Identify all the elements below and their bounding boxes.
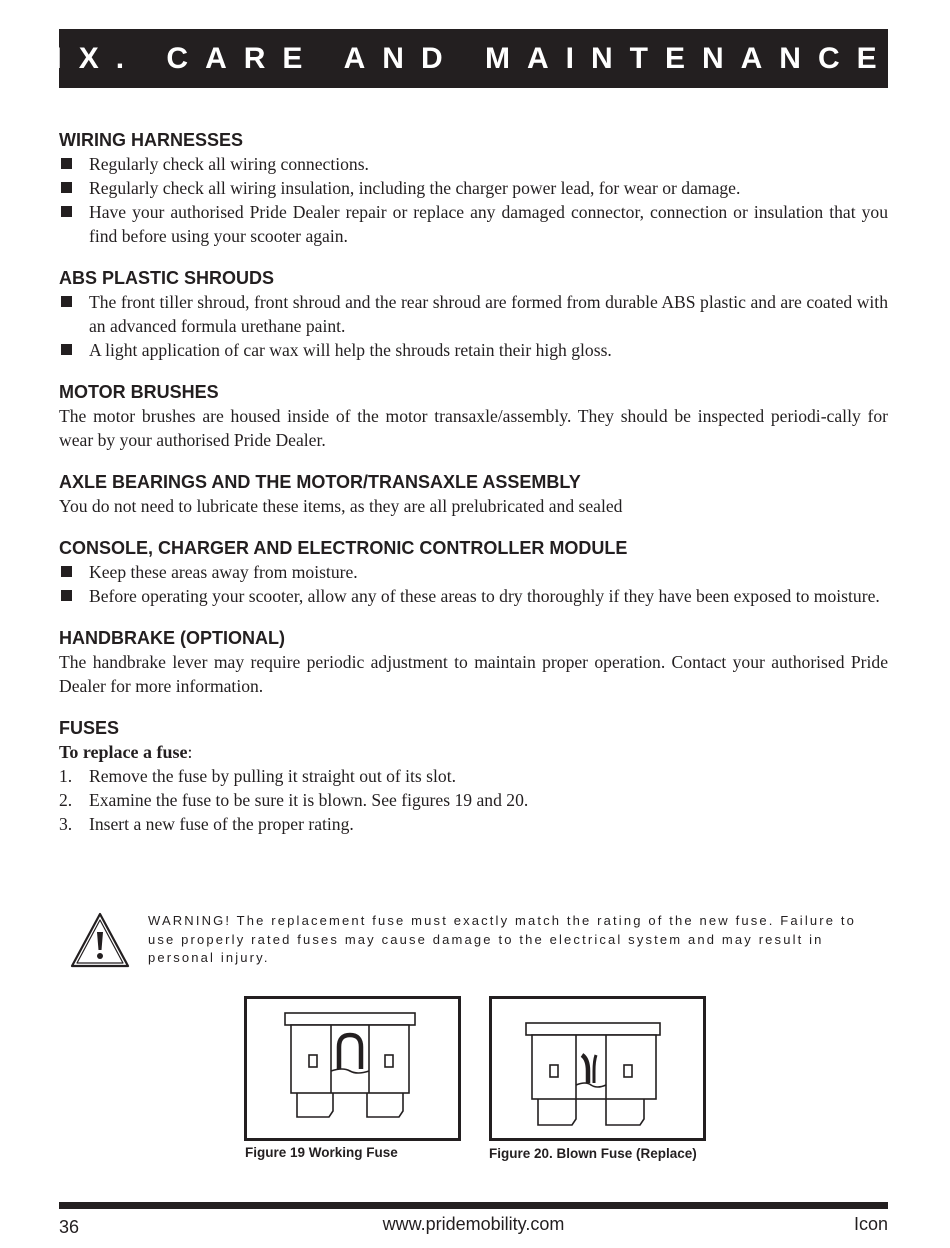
- fuse-subheading: To replace a fuse: [59, 742, 188, 762]
- section-abs-plastic-shrouds: [59, 266, 888, 362]
- section-body: The handbrake lever may require periodic adjustment to maintain proper operation. Contact your authorised Pride Dealer for more information.: [59, 652, 888, 696]
- list-item: [59, 560, 888, 584]
- section-body: The motor brushes are housed inside of the motor transaxle/assembly. They should be inspected periodi-cally for wear by your authorised Pride Dealer.: [59, 406, 888, 450]
- footer-url: www.pridemobility.com: [382, 1214, 565, 1234]
- page-number: 36: [59, 1217, 80, 1237]
- bullet-text: Have your authorised Pride Dealer repair or replace any damaged connector, connection or insulation that you find before using your scooter again.: [89, 202, 888, 246]
- list-item: [59, 290, 888, 338]
- section-heading: AXLE BEARINGS AND THE MOTOR/TRANSAXLE ASSEMBLY: [59, 472, 581, 492]
- bullet-square-icon: [61, 590, 72, 601]
- fuse-subheading-line: [59, 740, 888, 764]
- list-item: [59, 812, 888, 836]
- bullet-text: A light application of car wax will help the shrouds retain their high gloss.: [89, 340, 612, 360]
- list-item: [59, 584, 888, 608]
- section-motor-brushes: [59, 380, 888, 452]
- blown-fuse-illustration: [492, 999, 703, 1138]
- list-item: [59, 152, 888, 176]
- section-body: You do not need to lubricate these items, as they are all prelubricated and sealed: [59, 496, 623, 516]
- bullet-square-icon: [61, 344, 72, 355]
- section-heading: WIRING HARNESSES: [59, 130, 244, 150]
- step-text: Examine the fuse to be sure it is blown. See figures 19 and 20.: [89, 790, 529, 810]
- section-heading: HANDBRAKE (OPTIONAL): [59, 628, 285, 648]
- footer-divider: [59, 1202, 888, 1209]
- list-item: [59, 788, 888, 812]
- list-item: [59, 338, 888, 362]
- bullet-text: The front tiller shroud, front shroud and the rear shroud are formed from durable ABS plastic and are coated with an advanced formula urethane paint.: [89, 292, 888, 336]
- footer-model-name: Icon: [853, 1214, 888, 1234]
- figure-frame: [244, 996, 461, 1141]
- bullet-text: Keep these areas away from moisture.: [89, 562, 358, 582]
- figure-caption: Figure 20. Blown Fuse (Replace): [489, 1146, 697, 1161]
- bullet-text: Before operating your scooter, allow any of these areas to dry thoroughly if they have been exposed to moisture.: [89, 586, 880, 606]
- bullet-square-icon: [61, 296, 72, 307]
- bullet-square-icon: [61, 206, 72, 217]
- section-axle-bearings: [59, 470, 888, 518]
- warning-triangle-icon: [70, 912, 130, 968]
- figure-frame: [489, 996, 706, 1141]
- step-text: Remove the fuse by pulling it straight out of its slot.: [89, 766, 456, 786]
- bullet-square-icon: [61, 182, 72, 193]
- step-number: 2.: [59, 790, 73, 810]
- chapter-banner: [53, 29, 894, 88]
- page-footer: [59, 1214, 888, 1238]
- chapter-title: IX. CARE AND MAINTENANCE: [53, 41, 894, 75]
- section-wiring-harnesses: [59, 128, 888, 248]
- bullet-text: Regularly check all wiring connections.: [89, 154, 369, 174]
- subheading-colon: :: [187, 742, 193, 762]
- section-handbrake: [59, 626, 888, 698]
- bullet-list: [59, 290, 888, 362]
- step-number: 3.: [59, 814, 73, 834]
- section-fuses: [59, 716, 888, 836]
- list-item: [59, 176, 888, 200]
- warning-notice: [70, 912, 870, 972]
- bullet-square-icon: [61, 566, 72, 577]
- bullet-list: [59, 560, 888, 608]
- bullet-list: [59, 152, 888, 248]
- step-number: 1.: [59, 766, 73, 786]
- section-heading: ABS PLASTIC SHROUDS: [59, 268, 275, 288]
- bullet-square-icon: [61, 158, 72, 169]
- working-fuse-illustration: [247, 999, 458, 1138]
- figure-caption: Figure 19 Working Fuse: [245, 1145, 398, 1160]
- fuse-steps-list: [59, 764, 888, 836]
- section-heading: FUSES: [59, 718, 120, 738]
- section-heading: MOTOR BRUSHES: [59, 382, 219, 402]
- section-console-charger: [59, 536, 888, 608]
- warning-text: WARNING! The replacement fuse must exactly match the rating of the new fuse. Failure to use properly rated fuses may cause damage to the electrical system and may result in personal injury.: [148, 913, 856, 965]
- section-heading: CONSOLE, CHARGER AND ELECTRONIC CONTROLLER MODULE: [59, 538, 628, 558]
- page-content: [59, 128, 888, 854]
- list-item: [59, 764, 888, 788]
- bullet-text: Regularly check all wiring insulation, including the charger power lead, for wear or damage.: [89, 178, 741, 198]
- list-item: [59, 200, 888, 248]
- step-text: Insert a new fuse of the proper rating.: [89, 814, 354, 834]
